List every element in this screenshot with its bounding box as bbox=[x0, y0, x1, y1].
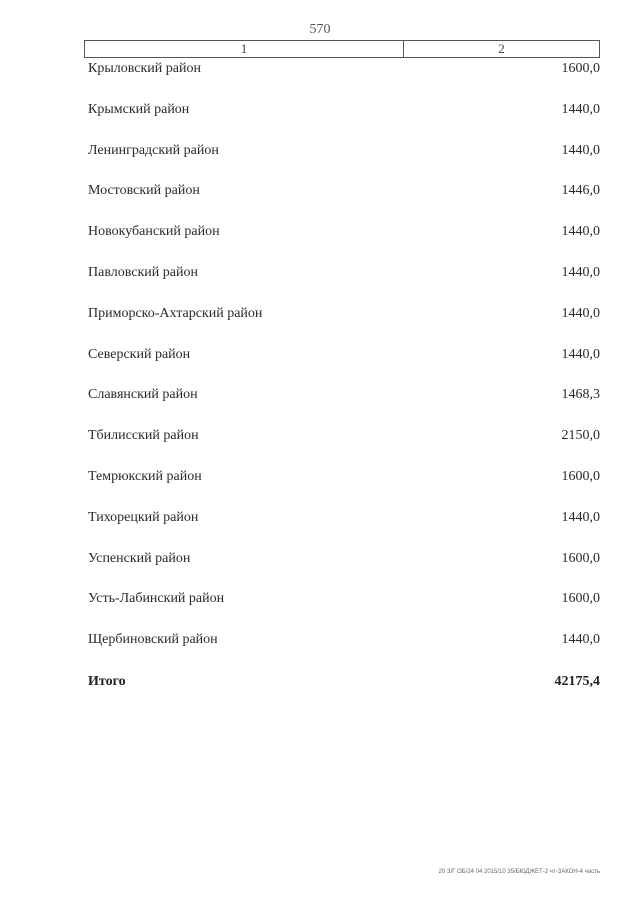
amount-value: 1440,0 bbox=[561, 305, 600, 321]
district-name: Славянский район bbox=[88, 387, 198, 403]
amount-value: 1446,0 bbox=[561, 183, 600, 199]
table-row bbox=[88, 140, 600, 181]
district-name: Темрюкский район bbox=[88, 468, 202, 484]
page-number: 570 bbox=[309, 22, 331, 37]
district-name: Тбилисский район bbox=[88, 428, 199, 444]
footer-reference: 20 З/Г ОБ/24 04 2015/10 35/БЮДЖЕТ-2 чт-ЗАКОН-4 часть bbox=[438, 869, 600, 875]
total-value: 42175,4 bbox=[554, 674, 600, 689]
table-row bbox=[88, 384, 600, 425]
amount-value: 1600,0 bbox=[561, 61, 600, 76]
district-name: Новокубанский район bbox=[88, 224, 220, 240]
header-col-2: 2 bbox=[498, 41, 505, 56]
table-row bbox=[88, 588, 600, 629]
amount-value: 1468,3 bbox=[561, 387, 600, 403]
amount-value: 2150,0 bbox=[561, 428, 600, 444]
table-row bbox=[88, 58, 600, 99]
amount-value: 1440,0 bbox=[561, 632, 600, 648]
district-name: Усть-Лабинский район bbox=[88, 591, 225, 607]
district-name: Северский район bbox=[88, 346, 191, 362]
table-body bbox=[88, 58, 600, 670]
table-row bbox=[88, 303, 600, 344]
table-row bbox=[88, 221, 600, 262]
table-row bbox=[88, 262, 600, 303]
amount-value: 1600,0 bbox=[561, 550, 600, 566]
total-row bbox=[88, 674, 600, 690]
table-row bbox=[88, 180, 600, 221]
table-row bbox=[88, 548, 600, 589]
district-name: Крымский район bbox=[88, 101, 190, 117]
amount-value: 1440,0 bbox=[561, 509, 600, 525]
district-name: Успенский район bbox=[88, 550, 191, 566]
table-row bbox=[88, 466, 600, 507]
amount-value: 1440,0 bbox=[561, 224, 600, 240]
amount-value: 1440,0 bbox=[561, 346, 600, 362]
amount-value: 1600,0 bbox=[561, 468, 600, 484]
district-name: Приморско-Ахтарский район bbox=[88, 305, 263, 321]
table-row bbox=[88, 425, 600, 466]
table-header bbox=[84, 40, 600, 58]
amount-value: 1440,0 bbox=[561, 142, 600, 158]
total-label: Итого bbox=[88, 674, 126, 689]
district-name: Крыловский район bbox=[88, 61, 201, 76]
header-col-1: 1 bbox=[85, 41, 404, 57]
amount-value: 1440,0 bbox=[561, 264, 600, 280]
district-name: Щербиновский район bbox=[88, 632, 218, 648]
table-row bbox=[88, 629, 600, 670]
district-name: Мостовский район bbox=[88, 183, 200, 199]
district-name: Тихорецкий район bbox=[88, 509, 199, 525]
amount-value: 1600,0 bbox=[561, 591, 600, 607]
district-name: Ленинградский район bbox=[88, 142, 219, 158]
table-row bbox=[88, 344, 600, 385]
table-row bbox=[88, 507, 600, 548]
amount-value: 1440,0 bbox=[561, 101, 600, 117]
table-row bbox=[88, 99, 600, 140]
district-name: Павловский район bbox=[88, 264, 198, 280]
